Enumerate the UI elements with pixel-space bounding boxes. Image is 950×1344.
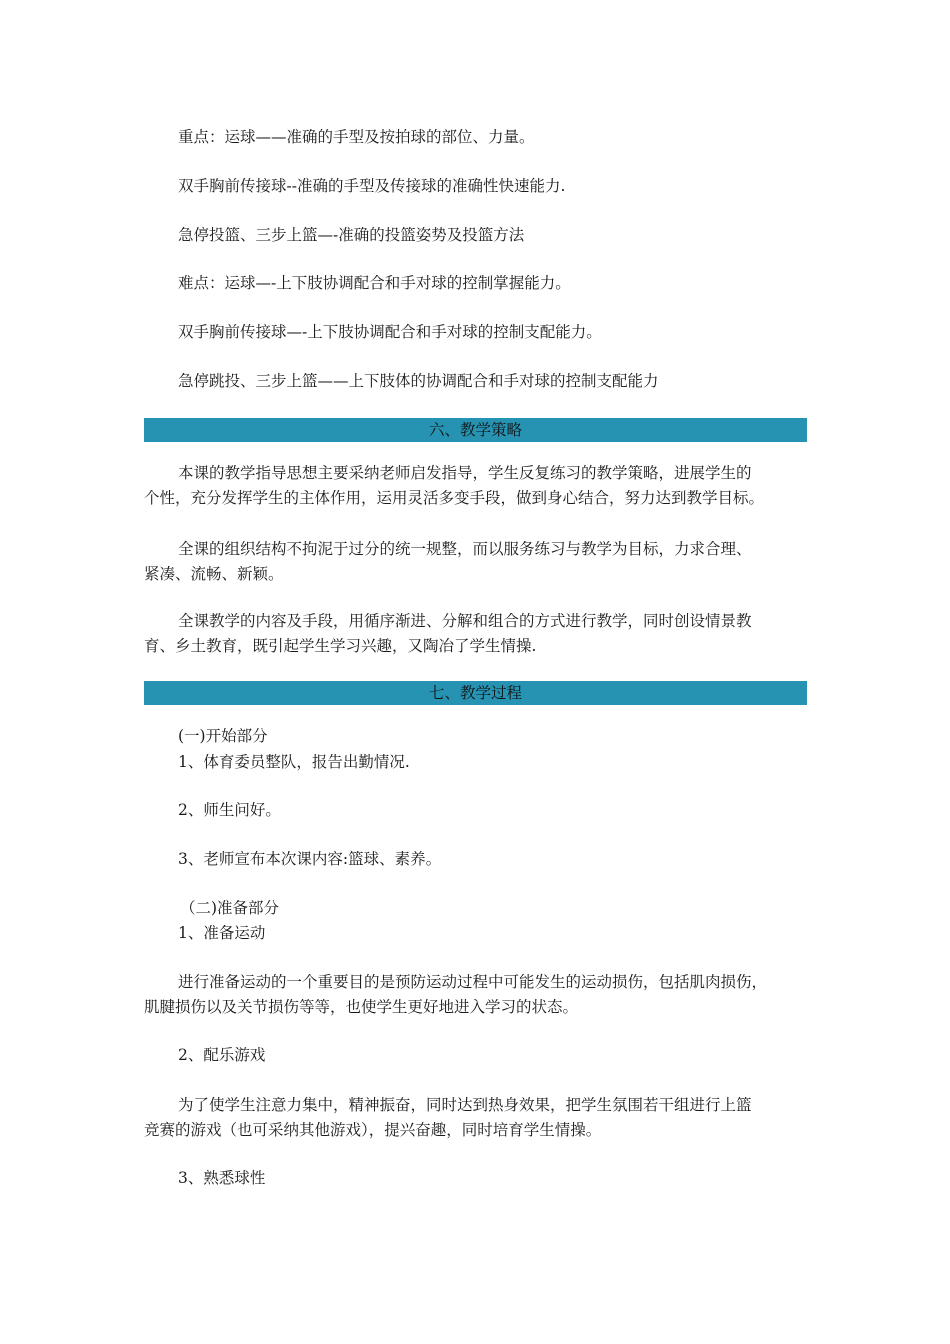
part-2-sub-3: 3、熟悉球性 (178, 1169, 266, 1187)
strategy-paragraph-2-line-2: 紧凑、流畅、新颖。 (144, 565, 284, 583)
key-point-dribble: 重点：运球——准确的手型及按拍球的部位、力量。 (178, 128, 535, 146)
difficulty-shot: 急停跳投、三步上篮——上下肢体的协调配合和手对球的控制支配能力 (178, 372, 659, 390)
difficulty-pass: 双手胸前传接球—-上下肢协调配合和手对球的控制支配能力。 (178, 323, 602, 341)
strategy-paragraph-1-line-2: 个性，充分发挥学生的主体作用，运用灵活多变手段，做到身心结合，努力达到教学目标。 (144, 489, 765, 507)
strategy-paragraph-1-line-1: 本课的教学指导思想主要采纳老师启发指导，学生反复练习的教学策略，进展学生的 (178, 464, 752, 482)
part-2-sub-1: 1、准备运动 (178, 924, 266, 942)
difficulty-dribble: 难点：运球—-上下肢协调配合和手对球的控制掌握能力。 (178, 274, 571, 292)
section-heading-teaching-process: 七、教学过程 (144, 681, 807, 705)
strategy-paragraph-2-line-1: 全课的组织结构不拘泥于过分的统一规整，而以服务练习与教学为目标，力求合理、 (178, 540, 752, 558)
game-paragraph-line-2: 竞赛的游戏（也可采纳其他游戏），提兴奋趣，同时培育学生情操。 (144, 1121, 602, 1139)
section-heading-teaching-strategy: 六、教学策略 (144, 418, 807, 442)
warmup-paragraph-line-1: 进行准备运动的一个重要目的是预防运动过程中可能发生的运动损伤，包括肌肉损伤， (178, 973, 768, 991)
part-2-title: （二)准备部分 (180, 899, 280, 917)
part-1-item-2: 2、师生问好。 (178, 801, 281, 819)
strategy-paragraph-3-line-1: 全课教学的内容及手段，用循序渐进、分解和组合的方式进行教学，同时创设情景教 (178, 612, 752, 630)
warmup-paragraph-line-2: 肌腱损伤以及关节损伤等等，也使学生更好地进入学习的状态。 (144, 998, 579, 1016)
part-1-item-3: 3、老师宣布本次课内容:篮球、素养。 (178, 850, 442, 868)
strategy-paragraph-3-line-2: 育、乡土教育，既引起学生学习兴趣，又陶冶了学生情操. (144, 637, 537, 655)
key-point-shot: 急停投篮、三步上篮—-准确的投篮姿势及投篮方法 (178, 226, 525, 244)
part-1-title: (一)开始部分 (178, 727, 268, 745)
game-paragraph-line-1: 为了使学生注意力集中，精神振奋，同时达到热身效果，把学生氛围若干组进行上篮 (178, 1096, 752, 1114)
key-point-pass: 双手胸前传接球--准确的手型及传接球的准确性快速能力. (178, 177, 566, 195)
part-2-sub-2: 2、配乐游戏 (178, 1046, 266, 1064)
part-1-item-1: 1、体育委员整队，报告出勤情况. (178, 753, 410, 771)
